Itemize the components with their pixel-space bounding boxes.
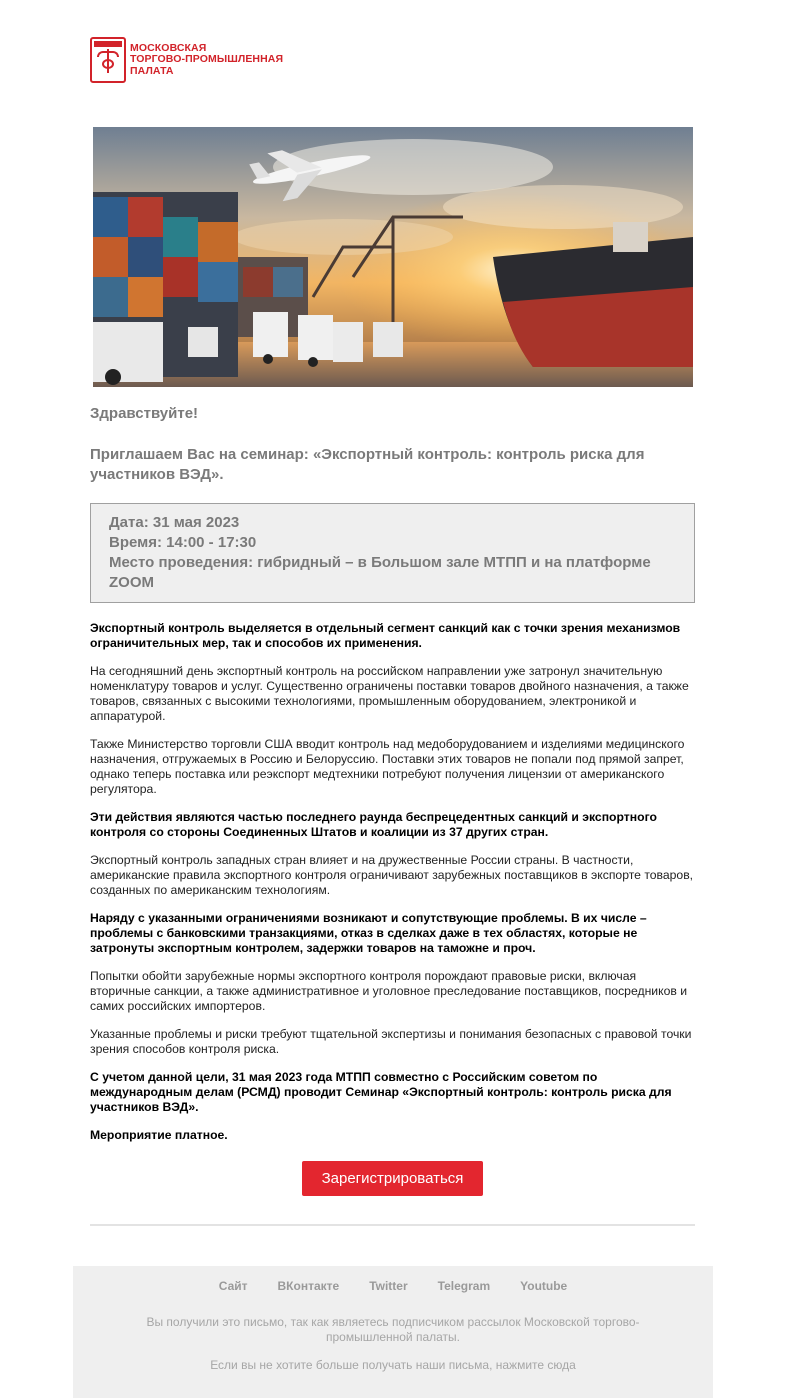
- paragraph: Мероприятие платное.: [90, 1128, 228, 1142]
- unsubscribe-line: [73, 1358, 713, 1372]
- seminar-invitation: Приглашаем Вас на семинар: «Экспортный контроль: контроль риска для участников ВЭД».: [90, 446, 645, 483]
- footer-link-telegram[interactable]: Telegram: [437, 1279, 491, 1293]
- paragraph: Также Министерство торговли США вводит контроль над медоборудованием и изделиями медицинского назначения, отгружаемых в Россию и Белоруссию. Поставки этих товаров не попали под прямой запрет, однако теперь поставка или реэкспорт медтехники потребуют получения лицензии от американского регулятора.: [90, 737, 685, 796]
- event-details-box: [90, 503, 695, 603]
- event-place: Место проведения: гибридный – в Большом зале МТПП и на платформе ZOOM: [109, 554, 651, 591]
- paragraph: Эти действия являются частью последнего раунда беспрецедентных санкций и экспортного контроля со стороны Соединенных Штатов и коалиции из 37 других стран.: [90, 810, 657, 839]
- event-time: Время: 14:00 - 17:30: [109, 534, 257, 551]
- email-body: [90, 621, 695, 1156]
- footer-link-site[interactable]: Сайт: [218, 1279, 248, 1293]
- footer-link-twitter[interactable]: Twitter: [369, 1279, 408, 1293]
- subscription-note: Вы получили это письмо, так как являетесь подписчиком рассылок Московской торгово-промышленной палаты.: [146, 1315, 640, 1344]
- paragraph: Экспортный контроль западных стран влияет и на дружественные России страны. В частности, американские правила экспортного контроля ограничивают зарубежных поставщиков в экспорте товаров, созданных по американским технологиям.: [90, 853, 694, 897]
- unsubscribe-link[interactable]: нажмите сюда: [495, 1358, 576, 1372]
- event-date: Дата: 31 мая 2023: [109, 514, 240, 531]
- logo-wordmark: МОСКОВСКАЯ ТОРГОВО-ПРОМЫШЛЕННАЯ ПАЛАТА: [130, 41, 284, 77]
- footer: [73, 1266, 713, 1398]
- mercury-emblem-icon: [90, 37, 126, 83]
- footer-link-youtube[interactable]: Youtube: [520, 1279, 568, 1293]
- social-links: [73, 1279, 713, 1293]
- paragraph: С учетом данной цели, 31 мая 2023 года МТПП совместно с Российским советом по международным делам (РСМД) проводит Семинар «Экспортный контроль: контроль риска для участников ВЭД».: [90, 1070, 672, 1114]
- paragraph: Попытки обойти зарубежные нормы экспортного контроля порождают правовые риски, включая вторичные санкции, а также административное и уголовное преследование поставщиков, посредников и самих российских импортеров.: [90, 969, 688, 1013]
- paragraph: На сегодняшний день экспортный контроль на российском направлении уже затронул значительную номенклатуру товаров и услуг. Существенно ограничены поставки товаров двойного назначения, а также товаров, связанных с высокими технологиями, промышленным оборудованием, электроникой и аппаратурой.: [90, 664, 689, 723]
- hero-image: [93, 127, 693, 387]
- divider: [90, 1224, 695, 1226]
- unsubscribe-text: Если вы не хотите больше получать наши письма,: [210, 1358, 496, 1372]
- greeting: Здравствуйте!: [90, 405, 199, 422]
- paragraph: Наряду с указанными ограничениями возникают и сопутствующие проблемы. В их числе – проблемы с банковскими транзакциями, отказ в сделках даже в тех областях, которые не затронуты экспортным контролем, задержки товаров на таможне и проч.: [90, 911, 647, 955]
- mtpp-logo[interactable]: [90, 37, 295, 83]
- paragraph: Экспортный контроль выделяется в отдельный сегмент санкций как с точки зрения механизмов ограничительных мер, так и способов их применения.: [90, 621, 681, 650]
- footer-link-vkontakte[interactable]: ВКонтакте: [277, 1279, 340, 1293]
- register-button[interactable]: Зарегистрироваться: [302, 1161, 483, 1196]
- paragraph: Указанные проблемы и риски требуют тщательной экспертизы и понимания безопасных с правовой точки зрения способов контроля риска.: [90, 1027, 692, 1056]
